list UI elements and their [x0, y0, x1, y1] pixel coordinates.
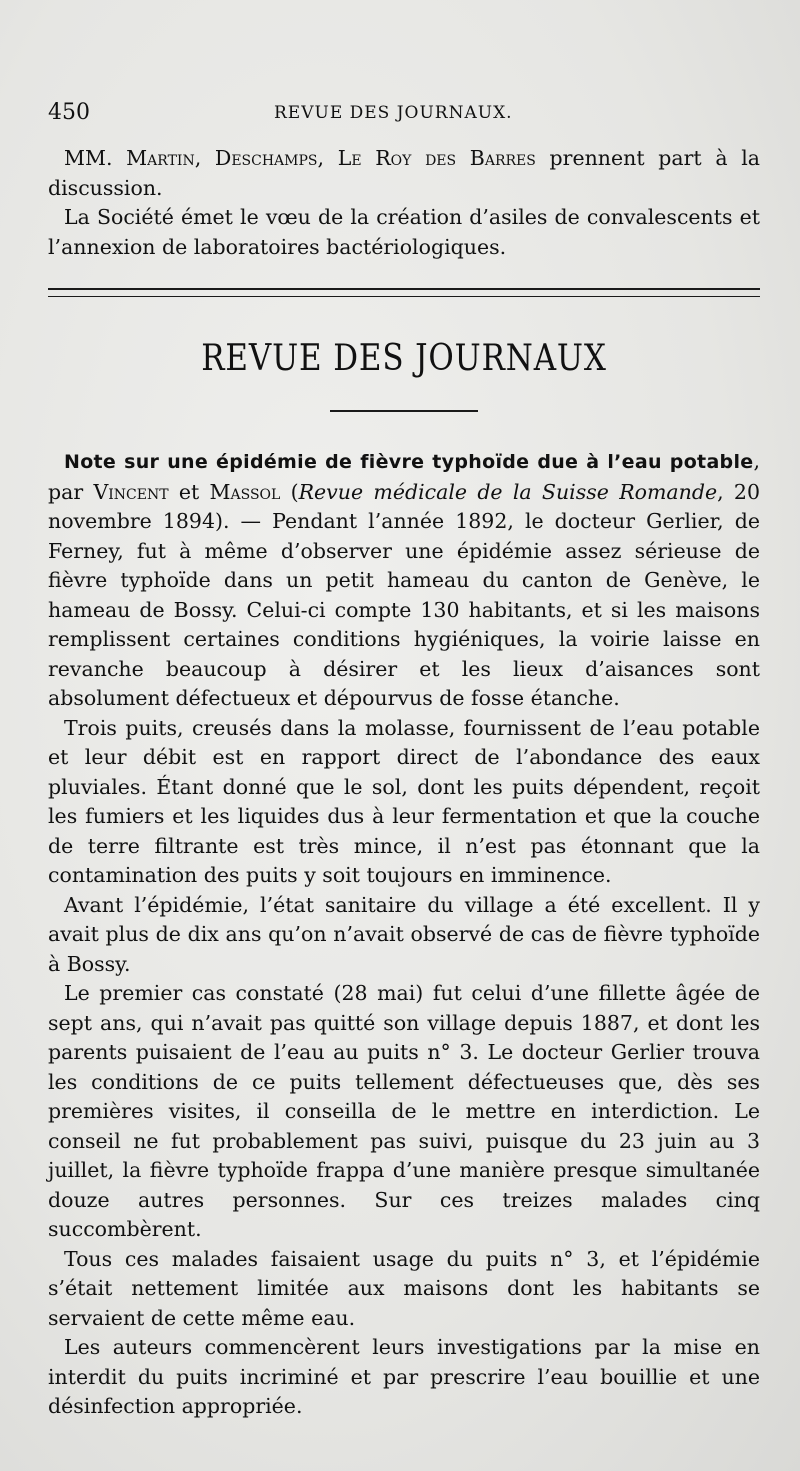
discussion-names: MM. Martin, Deschamps, Le Roy des Barres: [64, 146, 536, 170]
article-paragraph: Avant l’épidémie, l’état sanitaire du village a été excellent. Il y avait plus de dix ans qu’on n’avait observé de cas de fièvre typhoïde à Bossy.: [48, 892, 760, 976]
section-divider-thick: [48, 288, 760, 290]
article-citation-rest: , 20 novembre 1894). — Pendant l’année 1892, le docteur Gerlier, de Ferney, fut à même d’observer une épidémie assez sérieuse de fièvre typhoïde dans un petit hameau du canton de Genève, le hameau de Bossy. Celui-ci compte 130 habitants, et si les maisons remplissent certaines conditions hygiéniques, la voirie laisse en revanche beaucoup à désirer et les lieux d’aisances sont absolument défectueux et dépourvus de fosse étanche.: [48, 479, 760, 710]
journal-open: (: [280, 479, 299, 504]
article-lead-paragraph: [48, 447, 760, 714]
article-author-2: Massol: [209, 479, 281, 504]
discussion-text: prennent part à la discussion.: [48, 146, 761, 200]
page-number: 450: [48, 100, 90, 125]
running-head: [48, 100, 752, 130]
article-by: , par: [48, 449, 760, 504]
title-underline: [330, 410, 478, 412]
article-paragraph: Les auteurs commencèrent leurs investigations par la mise en interdit du puits incriminé et par prescrire l’eau bouillie et une désinfection appropriée.: [48, 1335, 760, 1418]
running-title: REVUE DES JOURNAUX.: [274, 103, 513, 123]
article-journal: Revue médicale de la Suisse Romande: [298, 479, 718, 504]
article-author-1: Vincent: [93, 479, 169, 504]
resolution-paragraph: La Société émet le vœu de la création d’asiles de convalescents et l’annexion de laboratoires bactériologiques.: [48, 205, 760, 259]
discussion-paragraph: [48, 144, 760, 203]
article-paragraph: Trois puits, creusés dans la molasse, fournissent de l’eau potable et leur débit est en rapport direct de l’abondance des eaux pluviales. Étant donné que le sol, dont les puits dépendent, reçoit les fumiers et les liquides dus à leur fermentation et que la couche de terre filtrante est très mince, il n’est pas étonnant que la contamination des puits y soit toujours en imminence.: [48, 715, 760, 887]
article-and: et: [168, 479, 210, 504]
article-title: Note sur une épidémie de fièvre typhoïde due à l’eau potable: [64, 451, 754, 473]
section-title: REVUE DES JOURNAUX: [201, 338, 607, 379]
article-paragraph: Le premier cas constaté (28 mai) fut celui d’une fillette âgée de sept ans, qui n’avait pas quitté son village depuis 1887, et dont les parents puisaient de l’eau au puits n° 3. Le docteur Gerlier trouva les conditions de ce puits tellement défectueuses que, dès ses premières visites, il conseilla de le mettre en interdiction. Le conseil ne fut probablement pas suivi, puisque du 23 juin au 3 juillet, la fièvre typhoïde frappa d’une manière presque simultanée douze autres personnes. Sur ces treizes malades cinq succombèrent.: [48, 981, 760, 1241]
article-body: [48, 447, 760, 1422]
section-divider-thin: [48, 296, 760, 297]
article-paragraph: Tous ces malades faisaient usage du puits n° 3, et l’épidémie s’était nettement limitée aux maisons dont les habitants se servaient de cette même eau.: [48, 1246, 760, 1330]
discussion-block: [48, 144, 760, 262]
